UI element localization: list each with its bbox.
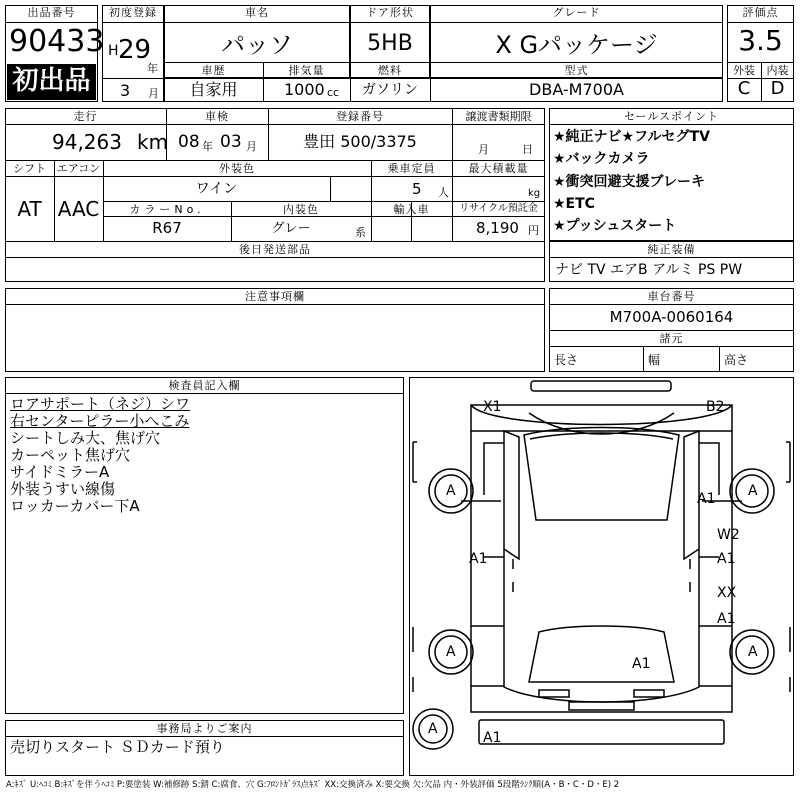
later-parts-value-area (5, 257, 545, 282)
chassis-value: M700A-0060164 (609, 308, 734, 326)
capacity-value: 5 (412, 180, 422, 198)
score-label: 評価点 (742, 6, 779, 19)
import-label: 輸入車 (393, 203, 430, 216)
mark-spare-tire: A (428, 721, 438, 737)
width-label: 幅 (648, 353, 661, 367)
legend-footer: A:ｷｽﾞ U:ﾍｺﾐ B:ｷｽﾞを伴うﾍｺﾐ P:要塗装 W:補修跡 S:錆 C:腐食、穴 G:ﾌﾛﾝﾄｶﾞﾗｽ点ｷｽﾞ XX:交換済み X:要交換 欠:欠品 内・外装評価 5段階ﾗﾝｸ順(A・B・C・D・E) 2 (6, 780, 620, 790)
equipment-value: ナビ TV エアB アルミ PS PW (555, 262, 743, 278)
office-note: 売切りスタート ＳＤカード預り (10, 738, 225, 756)
door-value: 5HB (367, 31, 413, 56)
car-body-diagram (409, 377, 794, 776)
inspection-month-unit: 月 (246, 140, 257, 153)
inspector-label: 検査員記入欄 (168, 379, 241, 392)
displacement-unit: cc (327, 86, 340, 99)
mark-tire-fr: A (748, 483, 758, 499)
mark-tire-rr: A (748, 644, 758, 660)
ext-color-label: 外装色 (219, 162, 255, 175)
shift-label: シフト (13, 162, 46, 175)
capacity-label: 乗車定員 (387, 162, 436, 175)
reg-month-unit: 月 (148, 87, 159, 100)
recycle-value: 8,190 (476, 219, 519, 237)
chassis-label: 車台番号 (647, 290, 696, 303)
equipment-label: 純正装備 (647, 243, 696, 256)
inspector-note: ロッカーカバー下A (10, 497, 140, 515)
inspector-note: 右センターピラー小へこみ (10, 412, 190, 430)
caution-label: 注意事項欄 (245, 290, 305, 303)
recycle-label: リサイクル預託金 (459, 203, 538, 214)
ac-value: AAC (57, 197, 100, 221)
recycle-unit: 円 (528, 224, 539, 237)
mark-door-right-front-1: W2 (717, 527, 740, 543)
lot-label: 出品番号 (27, 6, 76, 19)
length-label: 長さ (554, 353, 579, 367)
reg-year-unit: 年 (147, 62, 158, 75)
lot-number: 90433 (9, 24, 105, 59)
score-value: 3.5 (738, 24, 783, 57)
transfer-day: 日 (522, 143, 533, 156)
disp-label: 排気量 (288, 64, 325, 77)
shift-value: AT (17, 197, 42, 221)
mark-rocker-left: A1 (483, 730, 502, 746)
sales-point-item: ★バックカメラ (553, 151, 650, 167)
reg-year: 29 (118, 35, 152, 65)
history-value: 自家用 (189, 80, 238, 99)
dimensions-label: 諸元 (659, 332, 684, 345)
capacity-unit: 人 (438, 186, 449, 199)
later-parts-label: 後日発送部品 (239, 243, 311, 256)
inspector-note: シートしみ大、焦げ穴 (10, 429, 161, 447)
color-no-label: カラーNo. (129, 203, 205, 216)
inspection-label: 車検 (205, 110, 229, 123)
plate-label: 登録番号 (336, 110, 384, 123)
history-label: 車歴 (201, 64, 226, 77)
color-no-value: R67 (152, 219, 182, 237)
first-listing-label: 初出品 (12, 66, 91, 96)
sales-point-item: ★純正ナビ★フルセグTV (553, 129, 710, 145)
reg-label: 初度登録 (109, 6, 157, 19)
sales-point-item: ★衝突回避支援ブレーキ (553, 174, 705, 190)
sales-points-label: セールスポイント (623, 110, 719, 123)
ext-label: 外装 (733, 64, 755, 77)
name-label: 車名 (245, 6, 269, 19)
mark-fender-right-front: A1 (697, 491, 716, 507)
inspection-month: 03 (220, 132, 242, 152)
mark-door-right-rear-2: A1 (717, 611, 736, 627)
model-label: 型式 (564, 64, 589, 77)
plate-value: 豊田 500/3375 (303, 132, 417, 151)
mileage-value: 94,263 (52, 130, 122, 154)
model-value: DBA-M700A (529, 80, 624, 99)
sales-point-item: ★ETC (553, 196, 595, 212)
payload-label: 最大積載量 (468, 162, 529, 175)
int-color-suffix: 系 (355, 226, 366, 239)
mileage-label: 走行 (73, 110, 98, 123)
height-label: 高さ (724, 353, 749, 367)
transfer-label: 譲渡書類期限 (465, 110, 532, 123)
grade-value: X Gパッケージ (495, 31, 658, 59)
fuel-label: 燃料 (378, 64, 402, 77)
displacement-value: 1000 (284, 80, 325, 99)
mark-front-left-corner: X1 (483, 399, 502, 415)
sales-point-item: ★プッシュスタート (553, 218, 677, 234)
fuel-value: ガソリン (362, 82, 418, 98)
inspection-year: 08 (178, 132, 200, 152)
mark-door-left: A1 (469, 551, 488, 567)
mark-tire-fl: A (446, 483, 456, 499)
inspector-note: ロアサポート（ネジ）シワ (10, 395, 191, 413)
mark-tire-rl: A (446, 644, 456, 660)
mark-door-right-front-2: A1 (717, 551, 736, 567)
int-label: 内装 (766, 64, 789, 77)
mark-rear-center: A1 (632, 656, 651, 672)
int-color-label: 内装色 (283, 203, 319, 216)
era-prefix: H (108, 43, 119, 59)
int-color-value: グレー (271, 221, 311, 236)
mileage-unit: km (137, 130, 169, 154)
inspector-note: サイドミラーA (10, 463, 110, 481)
inspection-year-unit: 年 (202, 140, 213, 153)
int-grade: D (770, 78, 785, 99)
ac-label: エアコン (56, 162, 101, 175)
door-label: ドア形状 (366, 6, 414, 19)
grade-label: グレード (552, 6, 601, 19)
transfer-month: 月 (478, 143, 489, 156)
payload-unit: kg (528, 188, 541, 199)
ext-color-value: ワイン (195, 181, 238, 197)
car-name: パッソ (221, 31, 293, 59)
inspector-note: カーペット焦げ穴 (10, 446, 131, 464)
reg-month: 3 (120, 81, 131, 100)
ext-grade: C (737, 78, 751, 99)
mark-door-right-rear-1: XX (717, 585, 737, 601)
mark-front-right-corner: B2 (706, 399, 725, 415)
inspector-note: 外装うすい線傷 (10, 480, 116, 498)
office-label: 事務局よりご案内 (156, 722, 253, 735)
